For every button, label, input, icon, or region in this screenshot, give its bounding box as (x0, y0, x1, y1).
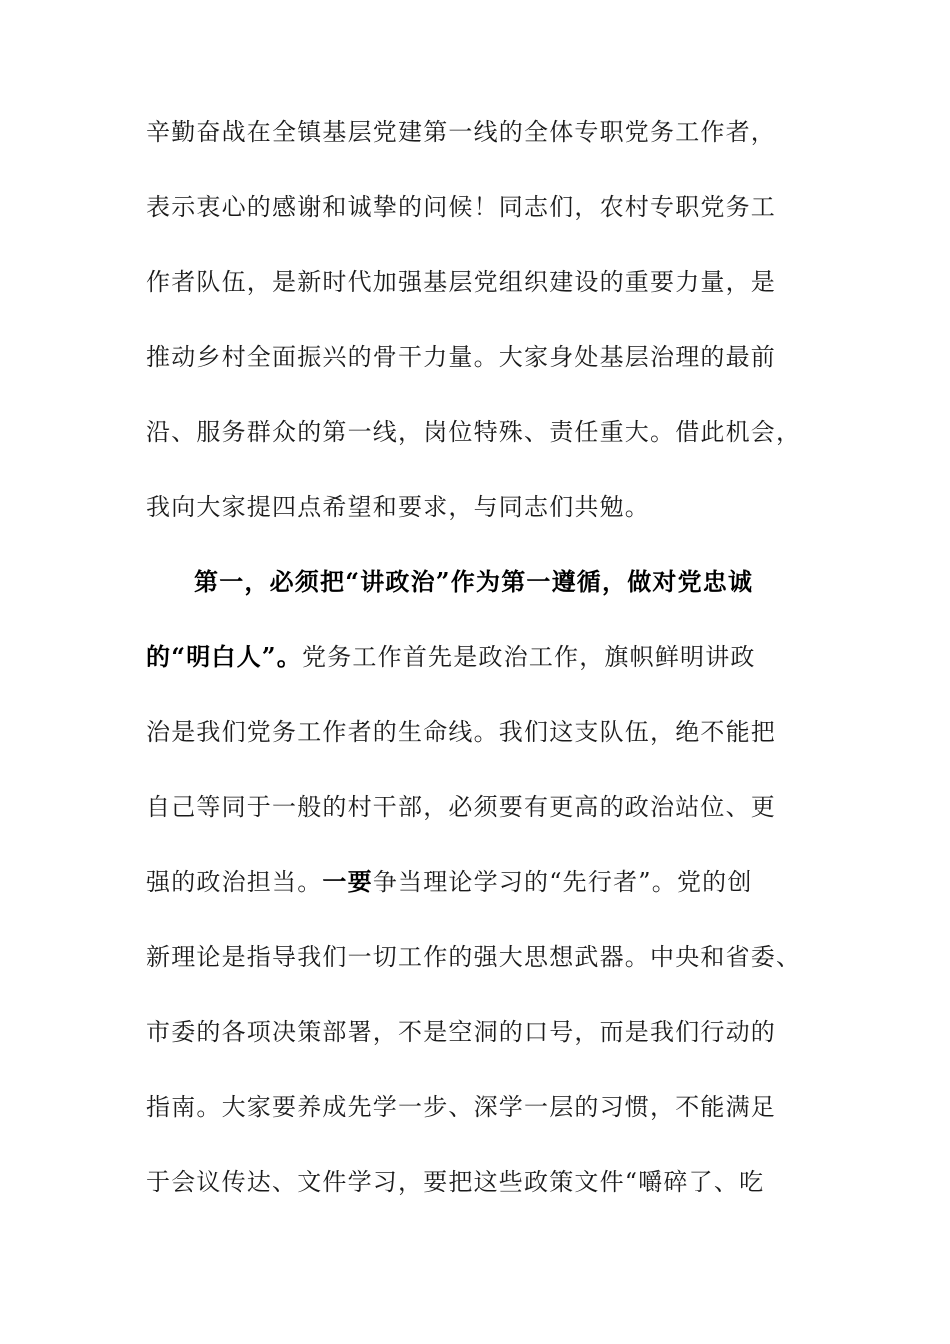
section-heading: 第一，必须把“讲政治”作为第一遵循，做对党忠诚 (194, 567, 754, 596)
paragraph-line: 市委的各项决策部署，不是空洞的口号，而是我们行动的 (146, 1018, 776, 1046)
paragraph-line: 指南。大家要养成先学一步、深学一层的习惯，不能满足 (146, 1093, 776, 1121)
paragraph-line: 辛勤奋战在全镇基层党建第一线的全体专职党务工作者， (146, 118, 776, 146)
paragraph-line: 推动乡村全面振兴的骨干力量。大家身处基层治理的最前 (146, 343, 776, 371)
paragraph-line: 我向大家提四点希望和要求，与同志们共勉。 (146, 493, 650, 521)
paragraph-line: 于会议传达、文件学习，要把这些政策文件“嚼碎了、吃 (146, 1168, 765, 1196)
paragraph-line (146, 862, 753, 902)
paragraph-line: 沿、服务群众的第一线，岗位特殊、责任重大。借此机会， (146, 418, 802, 446)
line-text: 强的政治担当。 (146, 868, 323, 896)
section-heading-end: 的“明白人”。 (146, 642, 303, 671)
line-text: 争当理论学习的“先行者”。党的创 (372, 868, 753, 896)
paragraph-line: 作者队伍，是新时代加强基层党组织建设的重要力量，是 (146, 268, 776, 296)
paragraph-line: 自己等同于一般的村干部，必须要有更高的政治站位、更 (146, 793, 776, 821)
line-text: 党务工作首先是政治工作，旗帜鲜明讲政 (302, 643, 756, 671)
paragraph-line (146, 637, 756, 677)
paragraph-line: 治是我们党务工作者的生命线。我们这支队伍，绝不能把 (146, 718, 776, 746)
paragraph-line: 新理论是指导我们一切工作的强大思想武器。中央和省委、 (146, 943, 802, 971)
emphasis-text: 一要 (322, 867, 373, 896)
paragraph-line: 表示衷心的感谢和诚挚的问候！同志们，农村专职党务工 (146, 193, 776, 221)
